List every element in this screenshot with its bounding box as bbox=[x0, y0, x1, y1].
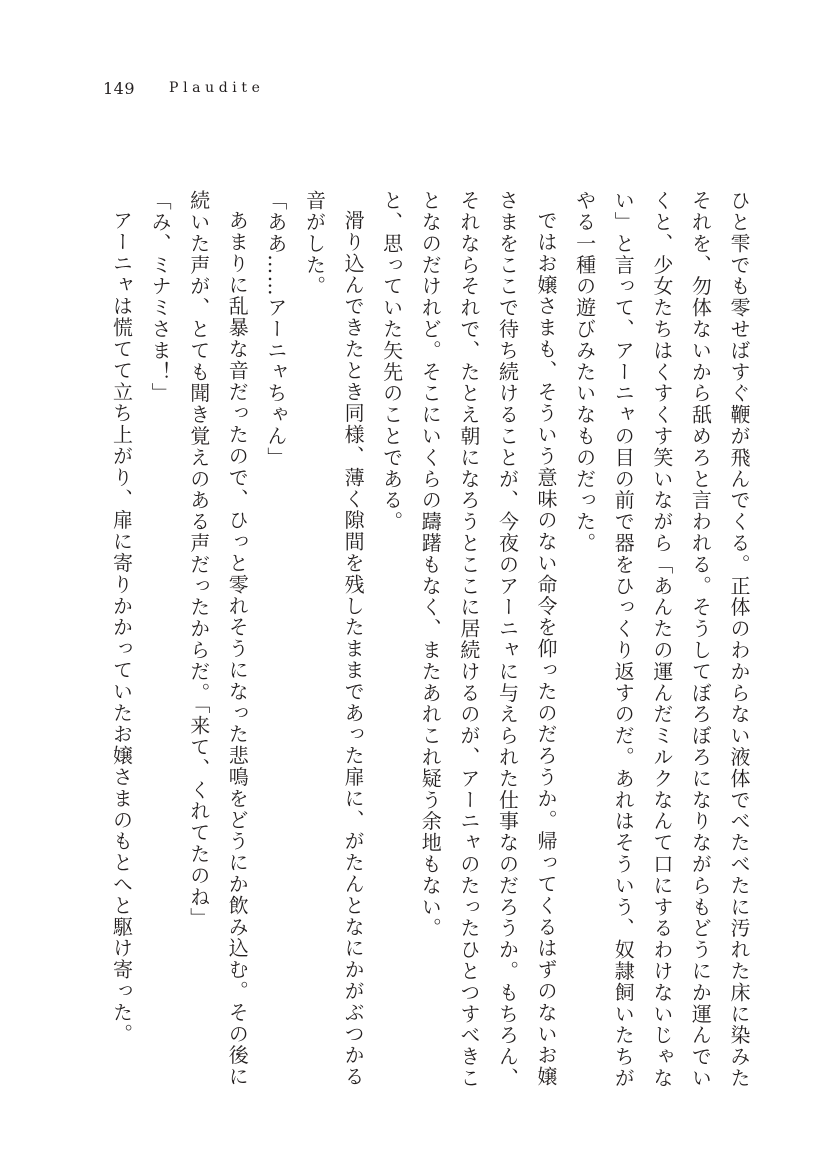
running-header bbox=[103, 76, 264, 100]
paragraph: ではお嬢さまも、そういう意味のない命令を仰ったのだろうか。帰ってくるはずのないお嬢さまをここで待ち続けることが、今夜のアーニャに与えられた仕事なのだろうか。もちろん、それならそれで、たとえ朝になろうとここに居続けるのが、アーニャのたったひとつすべきことなのだけれど。そこにいくらの躊躇もなく、またあれこれ疑う余地もない。 bbox=[418, 190, 559, 1089]
dialogue-line: 「ああ……アーニャちゃん」 bbox=[263, 190, 288, 469]
paragraph: あまりに乱暴な音だったので、ひっと零れそうになった悲鳴をどうにか飲み込む。その後に続いた声が、とても聞き覚えのある声だったからだ。「来て、くれてたのね」 bbox=[186, 190, 250, 1088]
page-number: 149 bbox=[103, 78, 136, 98]
paragraph: 滑り込んできたとき同様、薄く隙間を残したままであった扉に、がたんとなにかがぶつかる音がした。 bbox=[302, 190, 366, 1088]
body-text bbox=[78, 190, 758, 1090]
paragraph: アーニャは慌てて立ち上がり、扉に寄りかかっていたお嬢さまのもとへと駆け寄った。 bbox=[109, 210, 134, 1045]
dialogue-line: 「み、ミナミさま！」 bbox=[148, 190, 173, 404]
paragraph: と、思っていた矢先のことである。 bbox=[379, 190, 404, 533]
book-title: Plaudite bbox=[169, 80, 265, 96]
paragraph: ひと雫でも零せばすぐ鞭が飛んでくる。正体のわからない液体でべたべたに汚れた床に染みたそれを、勿体ないから舐めろと言われる。そうしてぼろぼろになりながらもどうにか運んでいくと、少女たちはくすくす笑いながら「あんたの運んだミルクなんて口にするわけないじゃない」と言って、アーニャの目の前で器をひっくり返すのだ。あれはそういう、奴隷飼いたちがやる一種の遊びみたいなものだった。 bbox=[572, 190, 751, 1089]
